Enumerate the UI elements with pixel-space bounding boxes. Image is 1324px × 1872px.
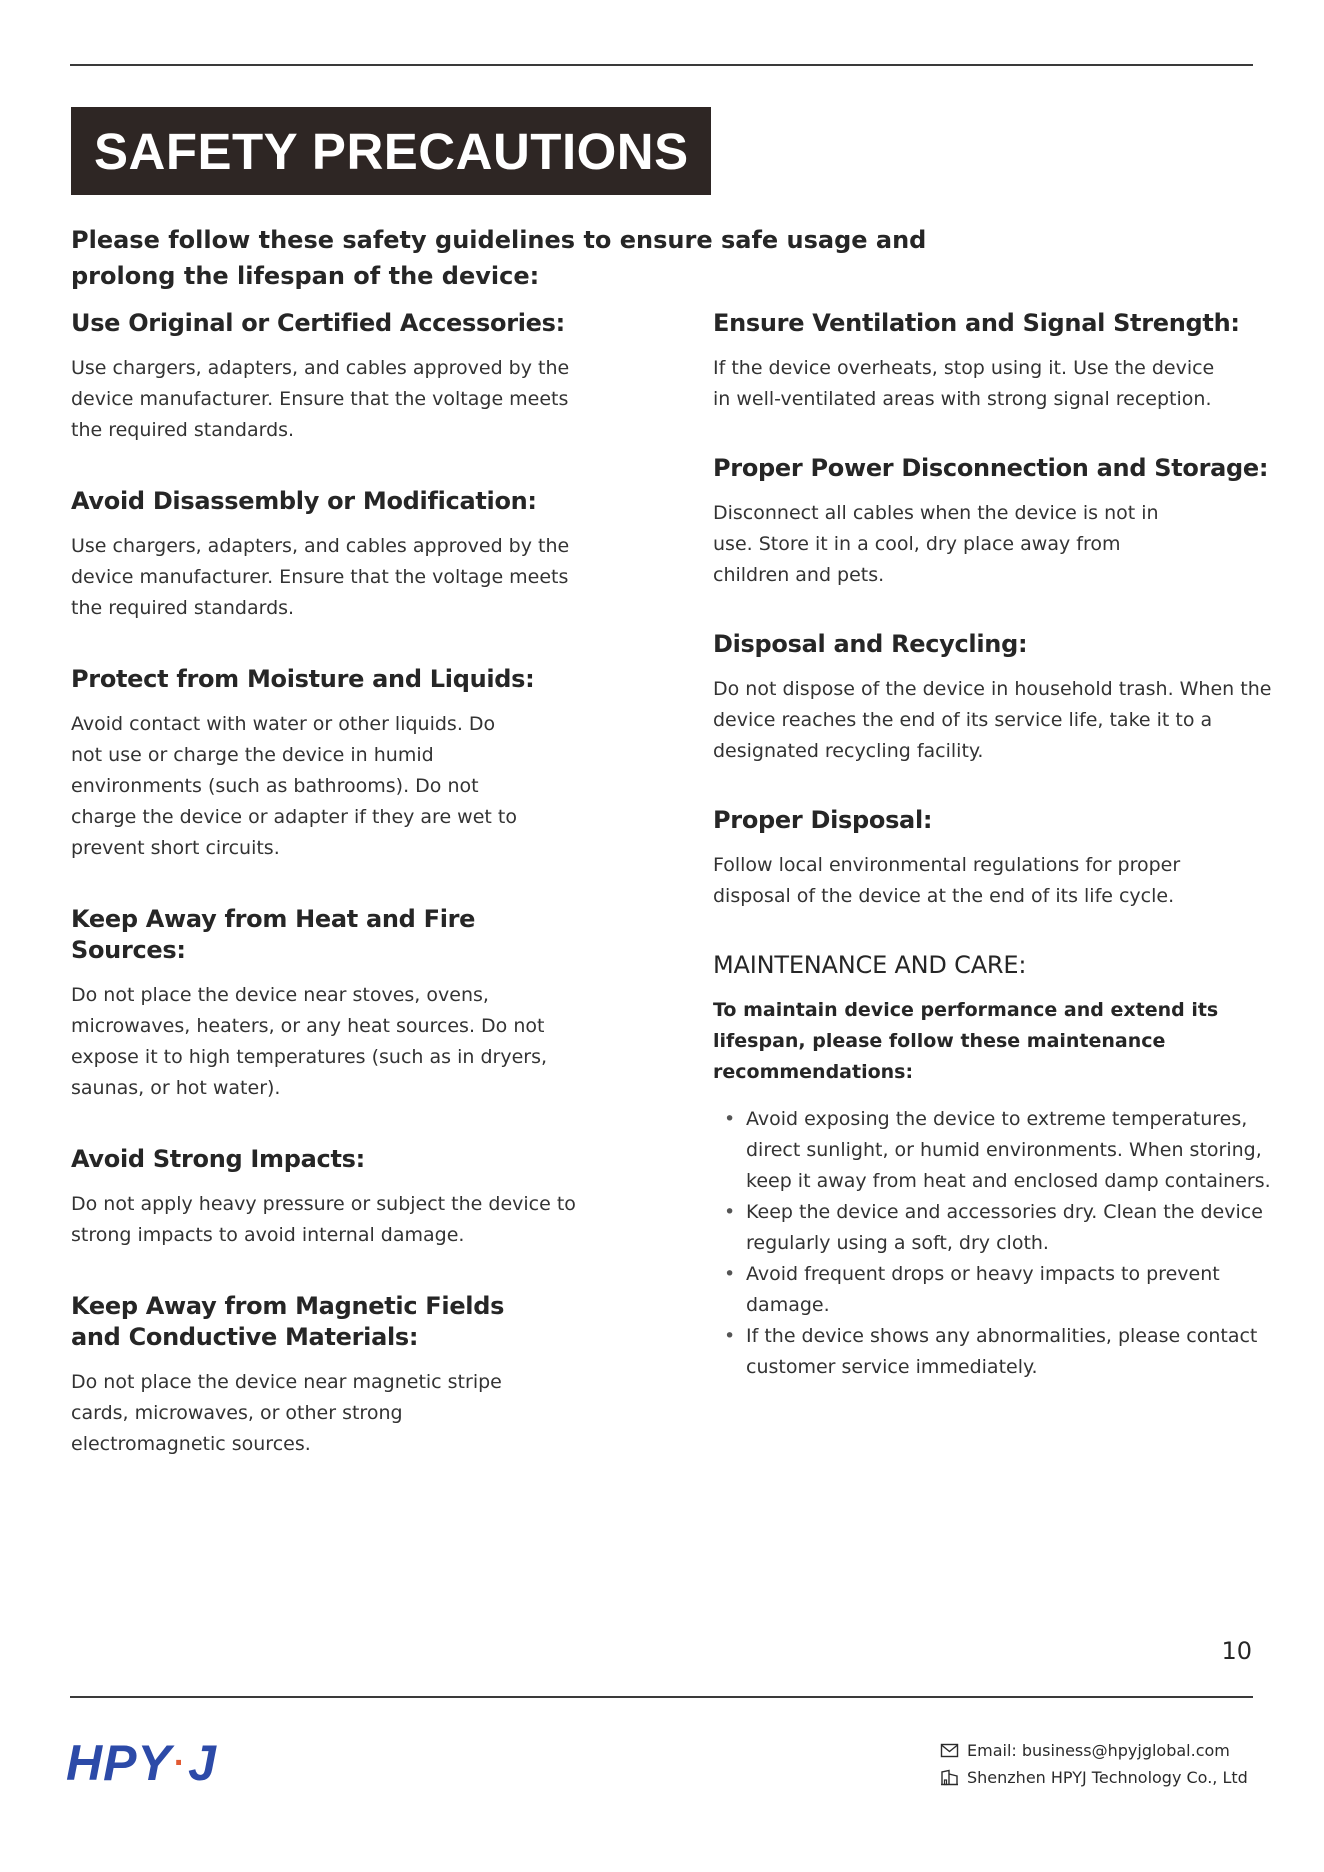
section-heading: Protect from Moisture and Liquids: <box>71 665 535 693</box>
section-impacts <box>71 1144 591 1251</box>
section-maintenance <box>713 950 1293 1383</box>
page-title <box>71 107 711 195</box>
company-logo <box>66 1734 217 1792</box>
section-heading: Avoid Strong Impacts: <box>71 1145 365 1173</box>
section-ventilation <box>713 308 1293 415</box>
logo-dot: · <box>173 1744 187 1782</box>
envelope-icon <box>940 1742 959 1759</box>
right-column <box>713 308 1293 1383</box>
list-item: • If the device shows any abnormalities, please contact customer service immediately. <box>746 1321 1301 1383</box>
company-row <box>940 1764 1248 1791</box>
bottom-divider <box>70 1696 1253 1698</box>
email-text[interactable]: Email: business@hpyjglobal.com <box>967 1741 1230 1760</box>
intro-text: Please follow these safety guidelines to ensure safe usage and prolong the lifespan of the device: <box>71 226 927 290</box>
email-row <box>940 1737 1248 1764</box>
list-item: • Keep the device and accessories dry. Clean the device regularly using a soft, dry cloth. <box>746 1197 1301 1259</box>
section-heat <box>71 904 591 1104</box>
page-title-text: SAFETY PRECAUTIONS <box>94 122 689 180</box>
maintenance-intro: To maintain device performance and extend its lifespan, please follow these maintenance recommendations: <box>713 999 1219 1083</box>
section-heading: Keep Away from Heat and Fire Sources: <box>71 905 476 964</box>
section-body: Do not place the device near magnetic stripe cards, microwaves, or other strong electromagnetic sources. <box>71 1371 502 1455</box>
page-number: 10 <box>1221 1637 1252 1665</box>
left-column <box>71 308 591 1460</box>
logo-text-left: HPY <box>66 1735 172 1791</box>
section-body: Use chargers, adapters, and cables approved by the device manufacturer. Ensure that the voltage meets the required standards. <box>71 357 570 441</box>
building-icon <box>940 1769 959 1786</box>
section-power-storage <box>713 453 1293 591</box>
section-body: Do not place the device near stoves, ovens, microwaves, heaters, or any heat sources. Do not expose it to high temperatures (such as in dryers, saunas, or hot water). <box>71 984 548 1099</box>
section-accessories <box>71 308 591 446</box>
section-recycling <box>713 629 1293 767</box>
section-body: Do not apply heavy pressure or subject the device to strong impacts to avoid internal damage. <box>71 1193 576 1246</box>
section-body: Do not dispose of the device in household trash. When the device reaches the end of its service life, take it to a designated recycling facility. <box>713 678 1272 762</box>
section-body: Follow local environmental regulations for proper disposal of the device at the end of its life cycle. <box>713 854 1181 907</box>
contact-info <box>940 1737 1248 1791</box>
section-disposal <box>713 805 1293 912</box>
section-heading: Proper Power Disconnection and Storage: <box>713 454 1269 482</box>
list-item: • Avoid exposing the device to extreme temperatures, direct sunlight, or humid environments. When storing, keep it away from heat and enclosed damp containers. <box>746 1104 1301 1197</box>
maintenance-heading: MAINTENANCE AND CARE: <box>713 951 1027 979</box>
section-disassembly <box>71 486 591 624</box>
list-item: • Avoid frequent drops or heavy impacts to prevent damage. <box>746 1259 1301 1321</box>
section-magnetic <box>71 1291 591 1460</box>
section-body: Disconnect all cables when the device is not in use. Store it in a cool, dry place away from children and pets. <box>713 502 1159 586</box>
section-body: Avoid contact with water or other liquids. Do not use or charge the device in humid environments (such as bathrooms). Do not charge the device or adapter if they are wet to prevent short circuits. <box>71 713 517 859</box>
section-heading: Avoid Disassembly or Modification: <box>71 487 537 515</box>
section-heading: Ensure Ventilation and Signal Strength: <box>713 309 1240 337</box>
maintenance-list <box>713 1104 1301 1383</box>
section-moisture <box>71 664 591 864</box>
section-body: If the device overheats, stop using it. Use the device in well-ventilated areas with strong signal reception. <box>713 357 1215 410</box>
top-divider <box>70 64 1253 66</box>
logo-text-right: J <box>188 1735 217 1791</box>
section-heading: Use Original or Certified Accessories: <box>71 309 565 337</box>
section-heading: Keep Away from Magnetic Fields and Conductive Materials: <box>71 1292 505 1351</box>
section-heading: Proper Disposal: <box>713 806 933 834</box>
company-text: Shenzhen HPYJ Technology Co., Ltd <box>967 1768 1248 1787</box>
section-heading: Disposal and Recycling: <box>713 630 1028 658</box>
section-body: Use chargers, adapters, and cables approved by the device manufacturer. Ensure that the voltage meets the required standards. <box>71 535 570 619</box>
